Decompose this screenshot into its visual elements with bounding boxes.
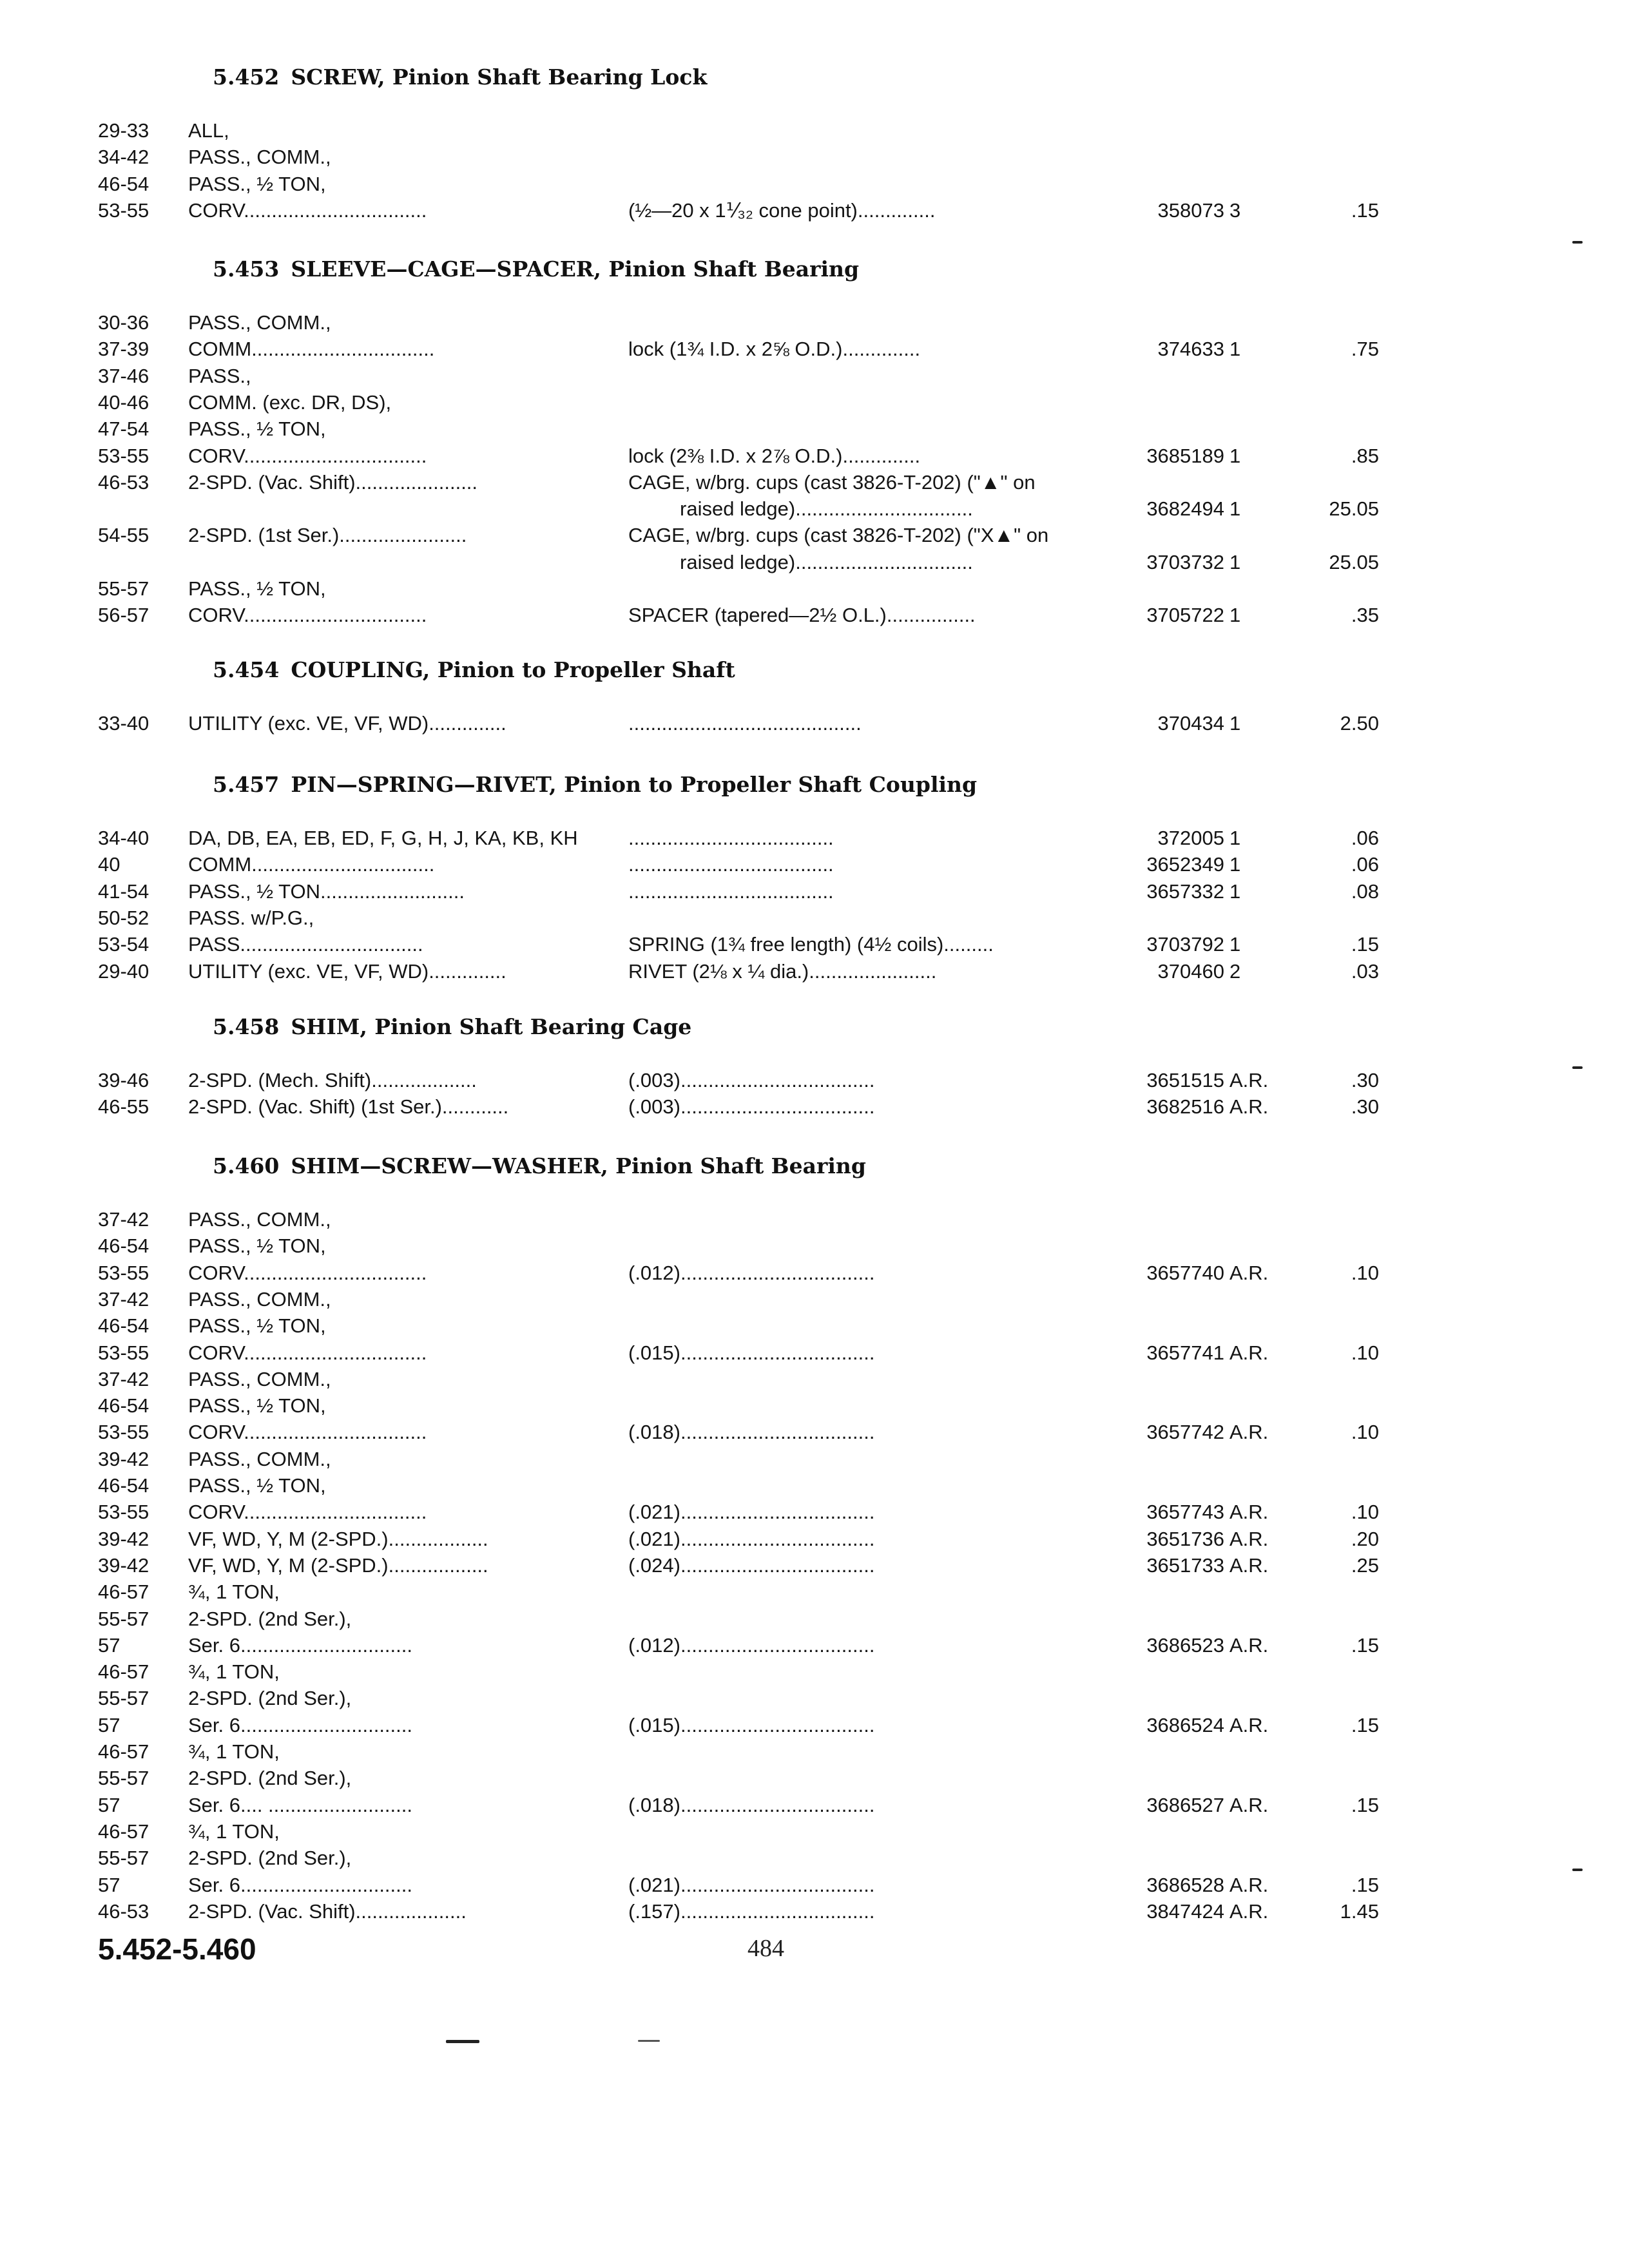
parts-row (0, 309, 1629, 336)
parts-row (0, 1845, 1629, 1871)
parts-row (0, 1552, 1629, 1579)
parts-row (0, 958, 1629, 985)
part-description: CAGE, w/brg. cups (cast 3826-T-202) ("X▲" on (628, 524, 1049, 547)
model-application: 2-SPD. (2nd Ser.), (188, 1847, 352, 1870)
section-heading (213, 657, 735, 682)
list-price: .15 (1351, 933, 1379, 956)
model-application: PASS., COMM., (188, 1208, 331, 1231)
list-price: .10 (1351, 1341, 1379, 1364)
quantity: 1 (1229, 827, 1241, 849)
model-application: PASS., ½ TON, (188, 1474, 326, 1497)
year-range: 46-57 (98, 1581, 149, 1604)
quantity: 1 (1229, 338, 1241, 361)
list-price: 25.05 (1329, 497, 1379, 521)
part-number: 370434 (1157, 712, 1224, 735)
year-range: 55-57 (98, 1687, 149, 1710)
section-title: SLEEVE—CAGE—SPACER, Pinion Shaft Bearing (291, 256, 860, 282)
list-price: .85 (1351, 444, 1379, 467)
model-application: PASS., ½ TON, (188, 1314, 326, 1338)
model-application: 2-SPD. (1st Ser.)....................... (188, 524, 467, 547)
part-description: lock (1¾ I.D. x 2⅝ O.D.).............. (628, 338, 921, 361)
year-range: 34-42 (98, 146, 149, 169)
part-number: 374633 (1157, 338, 1224, 361)
parts-row (0, 117, 1629, 144)
model-application: UTILITY (exc. VE, VF, WD).............. (188, 712, 506, 735)
quantity: A.R. (1229, 1873, 1269, 1896)
parts-row (0, 1472, 1629, 1499)
year-range: 37-46 (98, 364, 149, 387)
part-description: (.012)................................... (628, 1633, 875, 1657)
year-range: 57 (98, 1713, 120, 1736)
year-range: 46-57 (98, 1820, 149, 1843)
part-number: 3651515 (1146, 1069, 1224, 1091)
parts-row (0, 549, 1629, 575)
section-number: 5.452 (213, 64, 280, 90)
model-application: PASS., ½ TON, (188, 418, 326, 441)
part-number: 3686523 (1146, 1633, 1224, 1657)
section-number: 5.454 (213, 657, 280, 682)
part-number: 3682494 (1146, 497, 1224, 521)
model-application: PASS., ½ TON, (188, 577, 326, 600)
list-price: .15 (1351, 1633, 1379, 1657)
part-number: 358073 (1157, 198, 1224, 222)
model-application: PASS................................. (188, 933, 423, 956)
year-range: 46-54 (98, 1474, 149, 1497)
model-application: PASS., COMM., (188, 146, 331, 169)
parts-row (0, 1206, 1629, 1233)
list-price: .30 (1351, 1069, 1379, 1091)
part-description: (.015)................................... (628, 1341, 875, 1364)
quantity: A.R. (1229, 1633, 1269, 1657)
part-number: 3703792 (1146, 933, 1224, 956)
part-number: 3651736 (1146, 1527, 1224, 1550)
model-application: CORV................................. (188, 1421, 427, 1444)
year-range: 46-55 (98, 1095, 149, 1119)
year-range: 46-57 (98, 1660, 149, 1684)
section-heading (213, 1153, 866, 1178)
parts-row (0, 1312, 1629, 1339)
part-description: (.018)................................... (628, 1421, 875, 1444)
year-range: 37-42 (98, 1287, 149, 1311)
list-price: 1.45 (1340, 1899, 1379, 1923)
part-description: (½—20 x 1⅟₃₂ cone point).............. (628, 198, 936, 222)
parts-row (0, 1898, 1629, 1925)
section-title: COUPLING, Pinion to Propeller Shaft (291, 657, 735, 682)
parts-row (0, 1446, 1629, 1472)
parts-row (0, 1093, 1629, 1120)
section-number: 5.453 (213, 256, 280, 282)
part-number: 3657332 (1146, 879, 1224, 903)
year-range: 39-42 (98, 1527, 149, 1550)
part-number: 3657742 (1146, 1421, 1224, 1444)
list-price: .20 (1351, 1527, 1379, 1550)
list-price: .08 (1351, 879, 1379, 903)
model-application: COMM. (exc. DR, DS), (188, 390, 392, 414)
quantity: 1 (1229, 444, 1241, 467)
list-price: .75 (1351, 338, 1379, 361)
parts-row (0, 1499, 1629, 1525)
model-application: Ser. 6............................... (188, 1873, 412, 1896)
scan-mark (1572, 1869, 1583, 1871)
parts-row (0, 602, 1629, 628)
part-number: 3657741 (1146, 1341, 1224, 1364)
scan-mark (638, 2040, 660, 2042)
section-heading (213, 772, 977, 797)
model-application: COMM................................. (188, 338, 435, 361)
parts-row (0, 1792, 1629, 1818)
list-price: .03 (1351, 959, 1379, 983)
model-application: VF, WD, Y, M (2-SPD.).................. (188, 1553, 488, 1577)
year-range: 46-54 (98, 1235, 149, 1258)
list-price: .35 (1351, 604, 1379, 627)
part-number: 3682516 (1146, 1095, 1224, 1119)
model-application: 2-SPD. (Vac. Shift)...................... (188, 470, 478, 494)
parts-row (0, 1392, 1629, 1419)
quantity: A.R. (1229, 1553, 1269, 1577)
model-application: CORV................................. (188, 604, 427, 627)
part-number: 3686524 (1146, 1713, 1224, 1736)
year-range: 46-57 (98, 1740, 149, 1763)
part-description: (.024)................................... (628, 1553, 875, 1577)
parts-row (0, 1738, 1629, 1765)
part-number: 372005 (1157, 827, 1224, 849)
year-range: 41-54 (98, 879, 149, 903)
parts-row (0, 1067, 1629, 1093)
parts-row (0, 931, 1629, 957)
parts-row (0, 1340, 1629, 1366)
model-application: Ser. 6.... .......................... (188, 1793, 412, 1816)
part-number: 3686528 (1146, 1873, 1224, 1896)
parts-row (0, 416, 1629, 442)
model-application: COMM................................. (188, 853, 435, 876)
year-range: 53-55 (98, 1501, 149, 1524)
quantity: A.R. (1229, 1069, 1269, 1091)
parts-row (0, 878, 1629, 905)
model-application: DA, DB, EA, EB, ED, F, G, H, J, KA, KB, KH (188, 827, 578, 849)
section-heading (213, 64, 707, 90)
part-description: .......................................... (628, 712, 862, 735)
list-price: .06 (1351, 827, 1379, 849)
parts-row (0, 825, 1629, 851)
year-range: 57 (98, 1793, 120, 1816)
year-range: 53-55 (98, 198, 149, 222)
part-number: 3703732 (1146, 550, 1224, 573)
parts-row (0, 443, 1629, 469)
year-range: 33-40 (98, 712, 149, 735)
part-description: SPRING (1¾ free length) (4½ coils)......... (628, 933, 994, 956)
quantity: A.R. (1229, 1713, 1269, 1736)
year-range: 37-42 (98, 1208, 149, 1231)
year-range: 47-54 (98, 418, 149, 441)
parts-row (0, 1260, 1629, 1286)
model-application: 2-SPD. (2nd Ser.), (188, 1607, 352, 1630)
quantity: A.R. (1229, 1899, 1269, 1923)
parts-row (0, 1712, 1629, 1738)
model-application: CORV................................. (188, 444, 427, 467)
part-number: 3705722 (1146, 604, 1224, 627)
model-application: 2-SPD. (Vac. Shift) (1st Ser.)............ (188, 1095, 509, 1119)
model-application: ¾, 1 TON, (188, 1581, 280, 1604)
model-application: ¾, 1 TON, (188, 1820, 280, 1843)
parts-row (0, 1286, 1629, 1312)
part-number: 3651733 (1146, 1553, 1224, 1577)
quantity: 1 (1229, 550, 1241, 573)
year-range: 53-55 (98, 444, 149, 467)
year-range: 55-57 (98, 577, 149, 600)
section-number: 5.458 (213, 1014, 280, 1039)
quantity: A.R. (1229, 1501, 1269, 1524)
quantity: 1 (1229, 712, 1241, 735)
parts-row (0, 710, 1629, 736)
list-price: .15 (1351, 1873, 1379, 1896)
list-price: 2.50 (1340, 712, 1379, 735)
model-application: PASS., (188, 364, 251, 387)
year-range: 46-54 (98, 1314, 149, 1338)
section-number: 5.460 (213, 1153, 280, 1178)
part-description: (.018)................................... (628, 1793, 875, 1816)
year-range: 50-52 (98, 906, 149, 929)
quantity: A.R. (1229, 1421, 1269, 1444)
list-price: .15 (1351, 1793, 1379, 1816)
quantity: A.R. (1229, 1261, 1269, 1284)
list-price: .10 (1351, 1261, 1379, 1284)
quantity: 1 (1229, 879, 1241, 903)
scan-mark (1572, 1066, 1583, 1069)
parts-row (0, 171, 1629, 197)
parts-row (0, 522, 1629, 548)
year-range: 56-57 (98, 604, 149, 627)
year-range: 57 (98, 1633, 120, 1657)
year-range: 34-40 (98, 827, 149, 849)
model-application: Ser. 6............................... (188, 1633, 412, 1657)
model-application: PASS., ½ TON, (188, 1394, 326, 1418)
parts-row (0, 1765, 1629, 1791)
part-description: (.015)................................... (628, 1713, 875, 1736)
year-range: 53-55 (98, 1261, 149, 1284)
parts-row (0, 1872, 1629, 1898)
model-application: PASS., ½ TON, (188, 172, 326, 195)
part-description: SPACER (tapered—2½ O.L.)................ (628, 604, 976, 627)
model-application: Ser. 6............................... (188, 1713, 412, 1736)
year-range: 53-55 (98, 1341, 149, 1364)
part-number: 3685189 (1146, 444, 1224, 467)
part-description: (.021)................................... (628, 1501, 875, 1524)
parts-row (0, 197, 1629, 224)
quantity: A.R. (1229, 1527, 1269, 1550)
model-application: PASS., COMM., (188, 1447, 331, 1470)
part-description: lock (2⅜ I.D. x 2⅞ O.D.).............. (628, 444, 921, 467)
model-application: PASS., COMM., (188, 1287, 331, 1311)
list-price: .06 (1351, 853, 1379, 876)
part-description: (.012)................................... (628, 1261, 875, 1284)
year-range: 37-42 (98, 1367, 149, 1390)
year-range: 55-57 (98, 1607, 149, 1630)
parts-row (0, 389, 1629, 416)
model-application: VF, WD, Y, M (2-SPD.).................. (188, 1527, 488, 1550)
model-application: UTILITY (exc. VE, VF, WD).............. (188, 959, 506, 983)
part-description: (.003)................................... (628, 1069, 875, 1091)
part-number: 3847424 (1146, 1899, 1224, 1923)
year-range: 39-42 (98, 1447, 149, 1470)
parts-row (0, 851, 1629, 878)
parts-row (0, 1579, 1629, 1605)
parts-row (0, 144, 1629, 170)
part-description: ..................................... (628, 853, 834, 876)
list-price: .15 (1351, 198, 1379, 222)
parts-row (0, 1685, 1629, 1711)
parts-row (0, 575, 1629, 602)
footer-section-range: 5.452-5.460 (98, 1932, 256, 1966)
model-application: CORV................................. (188, 1501, 427, 1524)
year-range: 54-55 (98, 524, 149, 547)
parts-row (0, 1366, 1629, 1392)
scan-mark (446, 2040, 479, 2043)
list-price: .15 (1351, 1713, 1379, 1736)
parts-row (0, 336, 1629, 362)
parts-row (0, 1233, 1629, 1259)
parts-row (0, 1658, 1629, 1685)
parts-row (0, 495, 1629, 522)
section-heading (213, 1014, 691, 1039)
parts-row (0, 469, 1629, 495)
part-description: (.003)................................... (628, 1095, 875, 1119)
parts-row (0, 1606, 1629, 1632)
model-application: PASS., ½ TON, (188, 1235, 326, 1258)
model-application: 2-SPD. (2nd Ser.), (188, 1767, 352, 1790)
list-price: .10 (1351, 1421, 1379, 1444)
model-application: ALL, (188, 119, 229, 142)
section-title: PIN—SPRING—RIVET, Pinion to Propeller Shaft Coupling (291, 772, 978, 797)
quantity: 1 (1229, 604, 1241, 627)
year-range: 39-42 (98, 1553, 149, 1577)
year-range: 55-57 (98, 1847, 149, 1870)
year-range: 55-57 (98, 1767, 149, 1790)
list-price: 25.05 (1329, 550, 1379, 573)
year-range: 57 (98, 1873, 120, 1896)
year-range: 39-46 (98, 1069, 149, 1091)
list-price: .10 (1351, 1501, 1379, 1524)
model-application: PASS. w/P.G., (188, 906, 314, 929)
part-number: 370460 (1157, 959, 1224, 983)
part-number: 3657740 (1146, 1261, 1224, 1284)
quantity: 2 (1229, 959, 1241, 983)
part-description: CAGE, w/brg. cups (cast 3826-T-202) ("▲" on (628, 470, 1036, 494)
section-heading (213, 256, 859, 282)
quantity: 1 (1229, 853, 1241, 876)
year-range: 30-36 (98, 311, 149, 334)
model-application: CORV................................. (188, 1341, 427, 1364)
section-number: 5.457 (213, 772, 280, 797)
year-range: 29-33 (98, 119, 149, 142)
parts-row (0, 1818, 1629, 1845)
model-application: 2-SPD. (2nd Ser.), (188, 1687, 352, 1710)
model-application: 2-SPD. (Vac. Shift).................... (188, 1899, 467, 1923)
section-title: SHIM—SCREW—WASHER, Pinion Shaft Bearing (291, 1153, 866, 1178)
parts-row (0, 1419, 1629, 1445)
parts-row (0, 905, 1629, 931)
part-description: ..................................... (628, 879, 834, 903)
year-range: 46-54 (98, 1394, 149, 1418)
quantity: A.R. (1229, 1095, 1269, 1119)
part-number: 3686527 (1146, 1793, 1224, 1816)
parts-row (0, 1526, 1629, 1552)
part-description: raised ledge)................................ (680, 497, 973, 521)
model-application: ¾, 1 TON, (188, 1660, 280, 1684)
quantity: 1 (1229, 497, 1241, 521)
year-range: 37-39 (98, 338, 149, 361)
model-application: CORV................................. (188, 198, 427, 222)
part-description: raised ledge)................................ (680, 550, 973, 573)
quantity: A.R. (1229, 1793, 1269, 1816)
parts-row (0, 363, 1629, 389)
part-description: ..................................... (628, 827, 834, 849)
quantity: 3 (1229, 198, 1241, 222)
list-price: .30 (1351, 1095, 1379, 1119)
part-description: (.021)................................... (628, 1527, 875, 1550)
part-number: 3652349 (1146, 853, 1224, 876)
part-number: 3657743 (1146, 1501, 1224, 1524)
quantity: A.R. (1229, 1341, 1269, 1364)
model-application: ¾, 1 TON, (188, 1740, 280, 1763)
year-range: 46-53 (98, 470, 149, 494)
year-range: 53-54 (98, 933, 149, 956)
year-range: 46-53 (98, 1899, 149, 1923)
year-range: 40-46 (98, 390, 149, 414)
model-application: PASS., ½ TON.......................... (188, 879, 465, 903)
scan-mark (1572, 241, 1583, 244)
part-description: (.157)................................... (628, 1899, 875, 1923)
model-application: 2-SPD. (Mech. Shift)................... (188, 1069, 477, 1091)
year-range: 29-40 (98, 959, 149, 983)
model-application: CORV................................. (188, 1261, 427, 1284)
model-application: PASS., COMM., (188, 1367, 331, 1390)
year-range: 40 (98, 853, 120, 876)
section-title: SHIM, Pinion Shaft Bearing Cage (291, 1014, 692, 1039)
page-number: 484 (747, 1935, 784, 1962)
parts-row (0, 1632, 1629, 1658)
quantity: 1 (1229, 933, 1241, 956)
part-description: (.021)................................... (628, 1873, 875, 1896)
year-range: 53-55 (98, 1421, 149, 1444)
list-price: .25 (1351, 1553, 1379, 1577)
year-range: 46-54 (98, 172, 149, 195)
model-application: PASS., COMM., (188, 311, 331, 334)
section-title: SCREW, Pinion Shaft Bearing Lock (291, 64, 708, 90)
part-description: RIVET (2⅛ x ¼ dia.)....................... (628, 959, 937, 983)
